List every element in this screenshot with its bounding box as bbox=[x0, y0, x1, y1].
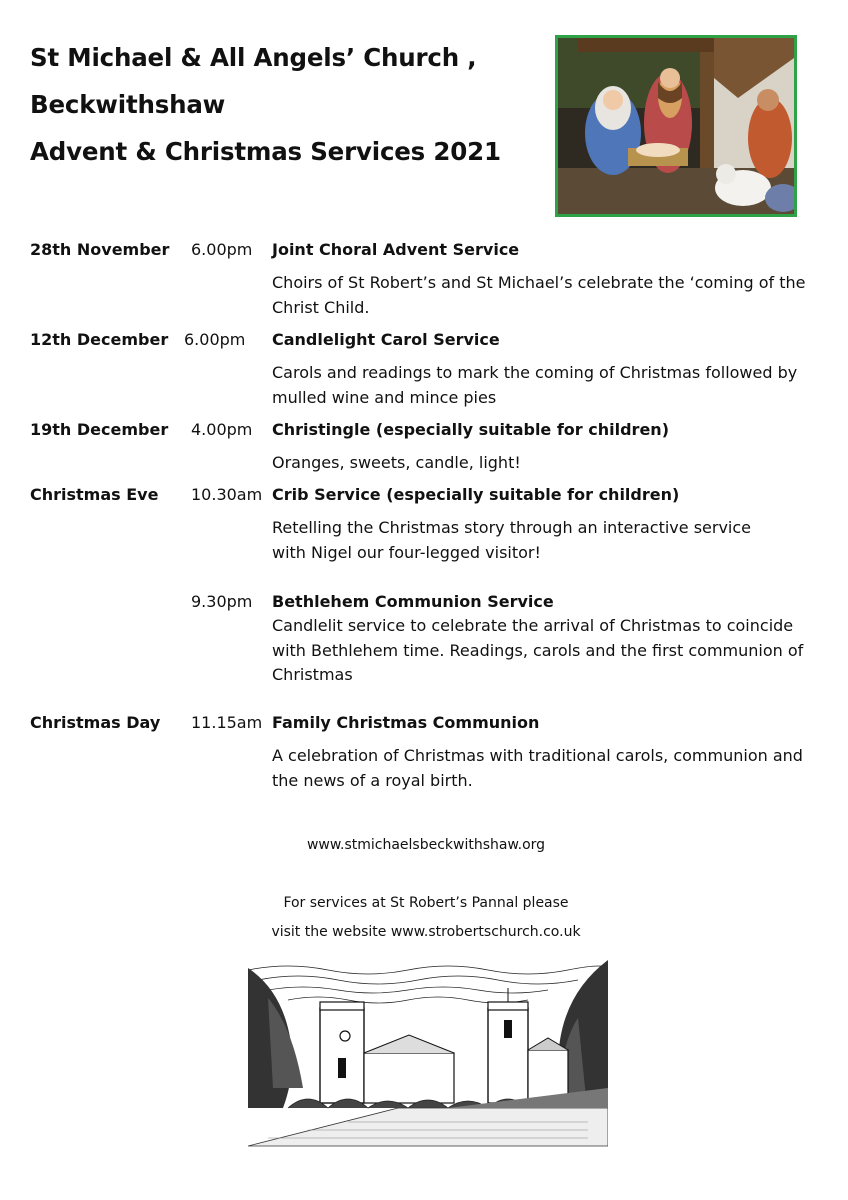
service-time: 9.30pm bbox=[191, 592, 253, 611]
nativity-photo bbox=[555, 35, 797, 217]
service-name: Joint Choral Advent Service bbox=[272, 240, 520, 259]
page-title bbox=[30, 34, 501, 175]
nativity-scene-icon bbox=[558, 38, 794, 214]
service-name: Christingle (especially suitable for children) bbox=[272, 420, 669, 439]
service-time: 10.30am bbox=[191, 485, 263, 504]
service-date: 28th November bbox=[30, 240, 170, 259]
service-name: Family Christmas Communion bbox=[272, 713, 540, 732]
service-time: 4.00pm bbox=[191, 420, 253, 439]
title-line-2: Beckwithshaw bbox=[30, 90, 226, 119]
service-description: A celebration of Christmas with traditional carols, communion and the news of a royal birth. bbox=[272, 746, 803, 790]
title-line-3: Advent & Christmas Services 2021 bbox=[30, 137, 501, 166]
service-date: Christmas Day bbox=[30, 713, 161, 732]
service-name: Crib Service (especially suitable for children) bbox=[272, 485, 680, 504]
service-time: 6.00pm bbox=[191, 240, 253, 259]
church-sketch-icon bbox=[248, 958, 608, 1148]
service-time: 11.15am bbox=[191, 713, 263, 732]
service-date: 12th December bbox=[30, 330, 169, 349]
service-description: Oranges, sweets, candle, light! bbox=[272, 453, 521, 472]
website-link[interactable]: www.stmichaelsbeckwithshaw.org bbox=[306, 837, 546, 853]
title-line-1: St Michael & All Angels’ Church , bbox=[30, 43, 477, 72]
service-description: Choirs of St Robert’s and St Michael’s celebrate the ‘coming of the Christ Child. bbox=[272, 273, 806, 317]
service-date: 19th December bbox=[30, 420, 169, 439]
service-name: Bethlehem Communion Service bbox=[272, 592, 554, 611]
service-name: Candlelight Carol Service bbox=[272, 330, 500, 349]
service-description: Retelling the Christmas story through an interactive service with Nigel our four-legged visitor! bbox=[272, 518, 752, 562]
pannal-note-line-1: For services at St Robert’s Pannal please bbox=[283, 895, 569, 911]
church-sketch bbox=[248, 958, 608, 1148]
service-description: Carols and readings to mark the coming of Christmas followed by mulled wine and mince pies bbox=[272, 363, 798, 407]
service-date: Christmas Eve bbox=[30, 485, 159, 504]
service-time: 6.00pm bbox=[184, 330, 246, 349]
pannal-note-line-2: visit the website www.strobertschurch.co.uk bbox=[271, 924, 581, 940]
service-description: Candlelit service to celebrate the arrival of Christmas to coincide with Bethlehem time. Readings, carols and the first communion of Christmas bbox=[272, 616, 804, 684]
